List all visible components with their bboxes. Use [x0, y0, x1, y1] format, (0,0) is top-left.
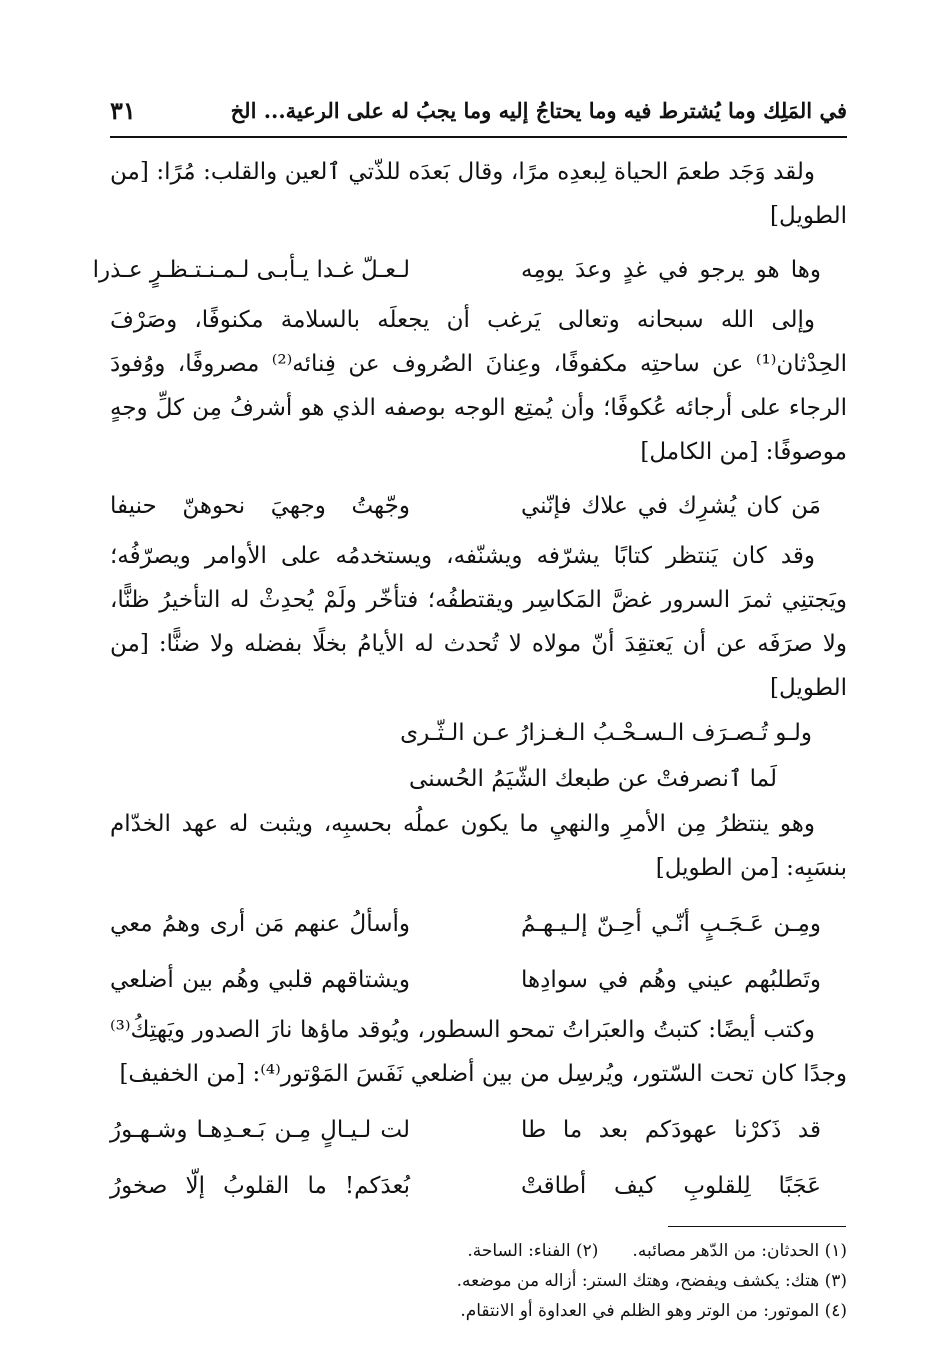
- verse-2-hemistich-1: مَن كان يُشرِك في علاك فإنّني: [521, 493, 821, 519]
- verse-1-hemistich-1: وها هو يرجو في غدٍ وعدَ يومِه: [521, 257, 821, 283]
- verse-5a-hemistich-2: لت لـيـالٍ مِـن بَـعـدِهـا وشـهـورُ: [110, 1117, 410, 1143]
- verse-4b: [110, 952, 821, 1008]
- verse-2-hemistich-2: وجّهتُ وجهيَ نحوهنّ حنيفا: [110, 493, 410, 519]
- footnote-4: (٤) الموتور: من الوتر وهو الظلم في العداوة أو الانتقام.: [460, 1301, 847, 1321]
- footnote-2: (٢) الفناء: الساحة.: [467, 1241, 599, 1261]
- running-header: [110, 96, 847, 138]
- running-title: في المَلِك وما يُشترط فيه وما يحتاجُ إليه وما يجبُ له على الرعية... الخ: [230, 98, 847, 123]
- page-number: ٣١: [110, 96, 136, 125]
- verse-5b: [110, 1158, 821, 1214]
- paragraph-1: ولقد وَجَد طعمَ الحياة لِبعدِه مرًا، وقال بَعدَه للذّتي ٱلعين والقلب: مُرًا: [من الطويل]: [110, 159, 847, 229]
- footnote-divider: [668, 1226, 846, 1227]
- verse-1: [92, 242, 821, 298]
- footnote-1: (١) الحدثان: من الدّهر مصائبه.: [632, 1241, 847, 1261]
- verse-3-line-2: لَما ٱنصرفتْ عن طبعك الشّيَمُ الحُسنى: [409, 766, 777, 792]
- verse-4b-hemistich-1: وتَطلبُهم عيني وهُم في سوادِها: [521, 967, 821, 993]
- verse-5a: [110, 1102, 821, 1158]
- footnote-row-1: [110, 1236, 847, 1266]
- verse-1-hemistich-2: لـعـلّ غـدا يـأبـى لـمـنـتـظـرٍ عـذرا: [92, 257, 410, 283]
- verse-5b-hemistich-2: بُعدَكم! ما القلوبُ إلّا صخورُ: [110, 1173, 410, 1199]
- verse-5a-hemistich-1: قد ذَكرْنا عهودَكم بعد ما طا: [521, 1117, 821, 1143]
- verse-4a-hemistich-2: وأسألُ عنهم مَن أرى وهمُ معي: [110, 911, 410, 937]
- footnote-3: (٣) هتك: يكشف ويفضح، وهتك الستر: أزاله من موضعه.: [456, 1271, 847, 1291]
- paragraph-2: وإلى الله سبحانه وتعالى يَرغب أن يجعلَه بالسلامة مكنوفًا، وصَرْفَ الحِدْثان⁽¹⁾ عن ساحتِه مكفوفًا، وعِنانَ الصُروف عن فِنائه⁽²⁾ مصروفًا، ووُفودَ الرجاء على أرجائه عُكوفًا؛ وأن يُمتِع الوجه بوصفه الذي هو أشرفُ مِن كلِّ وجهٍ موصوفًا: [من الكامل]: [110, 307, 848, 465]
- paragraph-3: وقد كان يَنتظر كتابًا يشرّفه ويشنّفه، ويستخدمُه على الأوامر ويصرّفُه؛ ويَجتنِي ثمرَ السرور غضَّ المَكاسِر ويقتطفُه؛ فتأخّر ولَمْ يُحدِثْ له التأخيرُ ظنًّا، ولا صرَفَه عن أن يَعتقِدَ أنّ مولاه لا تُحدث له الأيامُ بخلًا بفضله ولا ضنًّا: [من الطويل]: [110, 543, 847, 701]
- verse-3-line-1: ولـو تُـصـرَف الـسـحْـبُ الـغـزارُ عـن الـثّـرى: [400, 720, 812, 746]
- verse-5b-hemistich-1: عَجَبًا لِلقلوبِ كيف أطاقتْ: [521, 1173, 821, 1199]
- page-body: [92, 150, 848, 1214]
- footnotes: [110, 1236, 847, 1326]
- verse-4a: [110, 896, 821, 952]
- verse-2: [110, 478, 821, 534]
- paragraph-4: وهو ينتظرُ مِن الأمرِ والنهيِ ما يكون عملُه بحسبِه، ويثبت له عهد الخدّام بنسَبِه: [من الطويل]: [110, 811, 847, 881]
- verse-4b-hemistich-2: ويشتاقهم قلبي وهُم بين أضلعي: [110, 967, 410, 993]
- paragraph-5: وكتب أيضًا: كتبتُ والعبَراتُ تمحو السطور، ويُوقد ماؤها نارَ الصدور ويَهتِكُ⁽³⁾ وجدًا كان تحت السّتور، ويُرسِل من بين أضلعي نَفَسَ المَوْتور⁽⁴⁾: [من الخفيف]: [110, 1017, 847, 1087]
- verse-4a-hemistich-1: ومِـن عَـجَـبٍ أنّـي أحِـنّ إلـيـهـمُ: [521, 911, 821, 937]
